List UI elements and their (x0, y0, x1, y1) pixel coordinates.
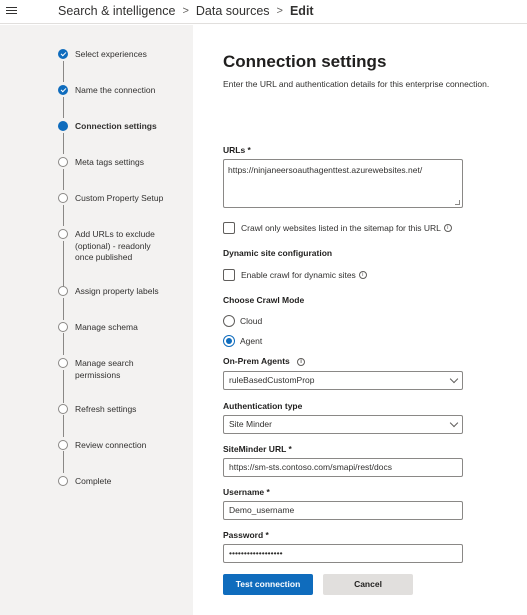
urls-label: URLs * (223, 145, 251, 155)
breadcrumb-data-sources[interactable]: Data sources (195, 4, 270, 18)
crawl-mode-agent[interactable] (223, 335, 262, 347)
checkmark-icon (58, 85, 68, 95)
step-label: Meta tags settings (75, 157, 144, 167)
info-icon[interactable]: i (297, 358, 305, 366)
siteminder-url-input[interactable]: https://sm-sts.contoso.com/smapi/rest/docs (223, 458, 463, 477)
pending-step-icon (58, 476, 68, 486)
on-prem-agents-label-row (223, 356, 305, 366)
step-connector (63, 205, 64, 226)
pending-step-icon (58, 286, 68, 296)
step-connector (63, 97, 64, 118)
test-connection-button[interactable]: Test connection (223, 574, 313, 595)
resize-handle-icon[interactable] (455, 200, 460, 205)
checkmark-icon (58, 49, 68, 59)
step-label: Connection settings (75, 121, 157, 131)
dynamic-crawl-checkbox[interactable] (223, 269, 235, 281)
top-header (0, 0, 527, 24)
crawl-mode-heading: Choose Crawl Mode (223, 295, 305, 305)
cloud-radio[interactable] (223, 315, 235, 327)
pending-step-icon (58, 193, 68, 203)
chevron-down-icon (450, 375, 458, 383)
pending-step-icon (58, 358, 68, 368)
chevron-right-icon: > (182, 5, 189, 17)
chevron-right-icon: > (276, 5, 283, 17)
step-label: Select experiences (75, 49, 147, 59)
breadcrumb-search-intelligence[interactable]: Search & intelligence (58, 4, 176, 18)
step-label: Custom Property Setup (75, 193, 164, 203)
current-step-icon (58, 121, 68, 131)
page-title: Connection settings (223, 52, 387, 71)
agent-radio[interactable] (223, 335, 235, 347)
step-connector (63, 451, 64, 473)
step-connector (63, 169, 64, 190)
connection-settings-panel (193, 25, 527, 615)
step-label: Name the connection (75, 85, 156, 95)
pending-step-icon (58, 157, 68, 167)
urls-value: https://ninjaneersoauthagenttest.azurewebsites.net/ (228, 165, 423, 175)
step-connector (63, 333, 64, 355)
username-label: Username * (223, 487, 270, 497)
chevron-down-icon (450, 419, 458, 427)
hamburger-menu-icon[interactable] (6, 6, 18, 16)
pending-step-icon (58, 229, 68, 239)
agent-label: Agent (240, 336, 263, 346)
cancel-button[interactable]: Cancel (323, 574, 413, 595)
step-label: Add URLs to exclude (optional) - readonly once published (75, 229, 155, 262)
info-icon[interactable]: i (359, 271, 367, 279)
step-label: Review connection (75, 440, 147, 450)
cloud-label: Cloud (240, 316, 263, 326)
wizard-steps-sidebar (0, 25, 193, 615)
auth-type-dropdown[interactable] (223, 415, 463, 434)
page-subtitle: Enter the URL and authentication details for this enterprise connection. (223, 79, 490, 89)
on-prem-agents-value: ruleBasedCustomProp (229, 375, 315, 385)
info-icon[interactable]: i (444, 224, 452, 232)
crawl-sitemap-checkbox[interactable] (223, 222, 235, 234)
dynamic-site-heading: Dynamic site configuration (223, 248, 333, 258)
step-label: Manage search permissions (75, 358, 134, 380)
step-connector (63, 415, 64, 437)
step-connector (63, 61, 64, 82)
step-label: Manage schema (75, 322, 138, 332)
breadcrumb (58, 4, 314, 18)
pending-step-icon (58, 404, 68, 414)
step-connector (63, 241, 64, 289)
step-connector (63, 133, 64, 154)
crawl-mode-cloud[interactable] (223, 315, 262, 327)
auth-type-value: Site Minder (229, 419, 272, 429)
dynamic-crawl-label: Enable crawl for dynamic sites (241, 270, 356, 280)
dynamic-crawl-option[interactable] (223, 269, 367, 281)
on-prem-agents-dropdown[interactable] (223, 371, 463, 390)
on-prem-agents-label: On-Prem Agents (223, 356, 290, 366)
breadcrumb-edit: Edit (289, 4, 314, 18)
step-label: Complete (75, 476, 112, 486)
siteminder-url-label: SiteMinder URL * (223, 444, 292, 454)
pending-step-icon (58, 322, 68, 332)
step-connector (63, 370, 64, 403)
step-label: Refresh settings (75, 404, 137, 414)
step-connector (63, 298, 64, 320)
urls-textarea[interactable] (223, 159, 463, 208)
crawl-sitemap-label: Crawl only websites listed in the sitemap for this URL (241, 223, 441, 233)
password-input[interactable]: •••••••••••••••••• (223, 544, 463, 563)
step-label: Assign property labels (75, 286, 159, 296)
pending-step-icon (58, 440, 68, 450)
username-input[interactable]: Demo_username (223, 501, 463, 520)
password-label: Password * (223, 530, 269, 540)
crawl-sitemap-option[interactable] (223, 222, 452, 234)
auth-type-label: Authentication type (223, 401, 303, 411)
